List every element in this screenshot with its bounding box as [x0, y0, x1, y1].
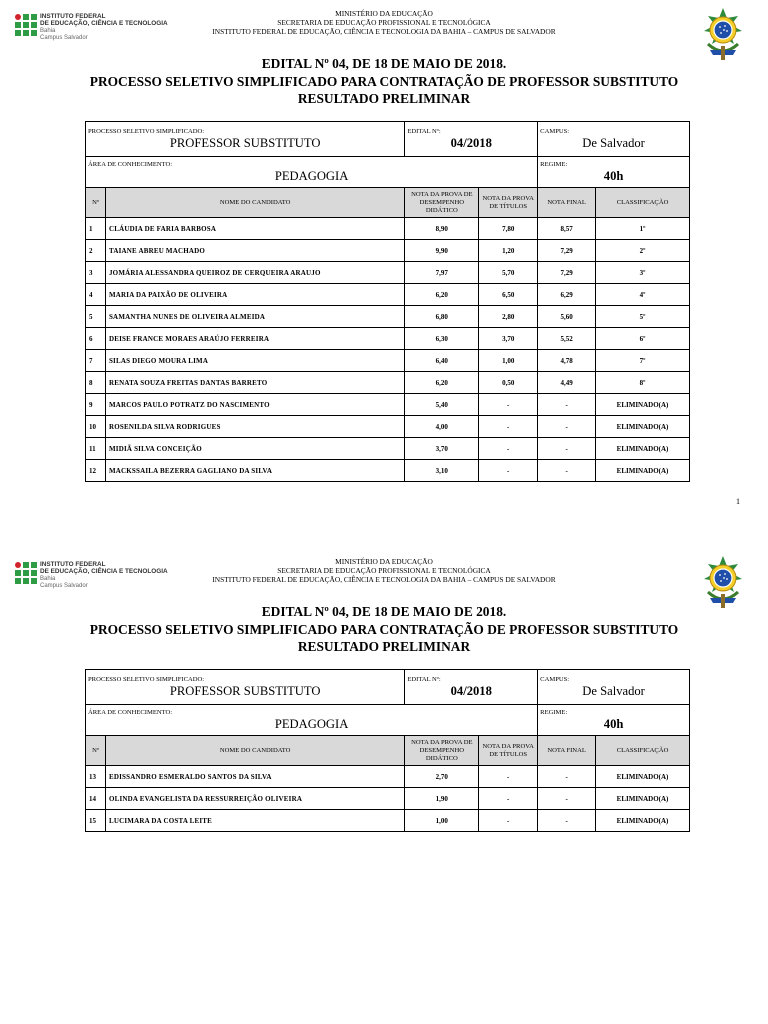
- col-header-didatic: NOTA DA PROVA DE DESEMPENHO DIDÁTICO: [405, 188, 479, 218]
- row-number: 12: [86, 460, 106, 482]
- titles-score: -: [479, 766, 538, 788]
- table-row: [86, 394, 690, 416]
- titles-score: 1,20: [479, 240, 538, 262]
- didatic-score: 6,40: [405, 350, 479, 372]
- row-number: 2: [86, 240, 106, 262]
- classification: 1º: [596, 218, 690, 240]
- didatic-score: 5,40: [405, 394, 479, 416]
- row-number: 13: [86, 766, 106, 788]
- campus-value: De Salvador: [582, 135, 645, 150]
- didatic-score: 1,90: [405, 788, 479, 810]
- candidate-name: OLINDA EVANGELISTA DA RESSURREIÇÃO OLIVEIRA: [105, 788, 404, 810]
- area-cell: [86, 705, 538, 736]
- titles-score: -: [479, 460, 538, 482]
- logo-name-line: DE EDUCAÇÃO, CIÊNCIA E TECNOLOGIA: [40, 20, 168, 28]
- process-cell: [86, 122, 405, 157]
- edital-cell: [405, 670, 538, 705]
- header-line-ministry: MINISTÉRIO DA EDUCAÇÃO: [335, 557, 433, 566]
- candidate-name: SAMANTHA NUNES DE OLIVEIRA ALMEIDA: [105, 306, 404, 328]
- campus-caption: CAMPUS:: [540, 675, 570, 683]
- classification: 2º: [596, 240, 690, 262]
- edital-title: EDITAL Nº 04, DE 18 DE MAIO DE 2018.: [261, 56, 507, 71]
- table-row: [86, 240, 690, 262]
- titles-score: 5,70: [479, 262, 538, 284]
- row-number: 9: [86, 394, 106, 416]
- col-header-class: CLASSIFICAÇÃO: [596, 736, 690, 766]
- header-line-institute: INSTITUTO FEDERAL DE EDUCAÇÃO, CIÊNCIA E TECNOLOGIA DA BAHIA – CAMPUS DE SALVADOR: [212, 575, 556, 584]
- row-number: 1: [86, 218, 106, 240]
- didatic-score: 4,00: [405, 416, 479, 438]
- header-line-ministry: MINISTÉRIO DA EDUCAÇÃO: [335, 9, 433, 18]
- didatic-score: 3,70: [405, 438, 479, 460]
- edital-value: 04/2018: [450, 135, 492, 150]
- classification: ELIMINADO(A): [596, 810, 690, 832]
- table-row: [86, 306, 690, 328]
- row-number: 4: [86, 284, 106, 306]
- col-header-num: Nº: [86, 736, 106, 766]
- result-title: RESULTADO PRELIMINAR: [297, 639, 471, 654]
- table-row: [86, 810, 690, 832]
- table-row: [86, 372, 690, 394]
- col-header-num: Nº: [86, 188, 106, 218]
- final-score: 4,78: [538, 350, 596, 372]
- campus-cell: [538, 122, 690, 157]
- process-value: PROFESSOR SUBSTITUTO: [169, 135, 321, 150]
- ministry-header: [0, 557, 768, 584]
- candidate-name: MARIA DA PAIXÃO DE OLIVEIRA: [105, 284, 404, 306]
- regime-caption: REGIME:: [540, 160, 568, 168]
- candidate-name: MARCOS PAULO POTRATZ DO NASCIMENTO: [105, 394, 404, 416]
- col-header-final: NOTA FINAL: [538, 188, 596, 218]
- regime-value: 40h: [603, 168, 624, 183]
- didatic-score: 3,10: [405, 460, 479, 482]
- regime-cell: [538, 157, 690, 188]
- titles-score: -: [479, 394, 538, 416]
- column-header-row: [86, 188, 690, 218]
- process-caption: PROCESSO SELETIVO SIMPLIFICADO:: [88, 675, 205, 683]
- final-score: -: [538, 416, 596, 438]
- header-line-secretary: SECRETARIA DE EDUCAÇÃO PROFISSIONAL E TECNOLÓGICA: [277, 18, 491, 27]
- logo-name-line: INSTITUTO FEDERAL: [40, 561, 106, 568]
- classification: 5º: [596, 306, 690, 328]
- ministry-header: [0, 9, 768, 36]
- area-cell: [86, 157, 538, 188]
- table-row: [86, 218, 690, 240]
- col-header-didatic: NOTA DA PROVA DE DESEMPENHO DIDÁTICO: [405, 736, 479, 766]
- didatic-score: 6,20: [405, 372, 479, 394]
- row-number: 3: [86, 262, 106, 284]
- final-score: 6,29: [538, 284, 596, 306]
- process-title: PROCESSO SELETIVO SIMPLIFICADO PARA CONTRATAÇÃO DE PROFESSOR SUBSTITUTO: [89, 73, 679, 89]
- final-score: -: [538, 460, 596, 482]
- edital-title: EDITAL Nº 04, DE 18 DE MAIO DE 2018.: [261, 604, 507, 619]
- info-row-process: [86, 670, 690, 705]
- titles-score: 0,50: [479, 372, 538, 394]
- classification: ELIMINADO(A): [596, 766, 690, 788]
- edital-value: 04/2018: [450, 683, 492, 698]
- info-row-area: [86, 705, 690, 736]
- column-header-row: [86, 736, 690, 766]
- header-line-secretary: SECRETARIA DE EDUCAÇÃO PROFISSIONAL E TECNOLÓGICA: [277, 566, 491, 575]
- regime-caption: REGIME:: [540, 708, 568, 716]
- table-row: [86, 262, 690, 284]
- table-row: [86, 416, 690, 438]
- col-header-final: NOTA FINAL: [538, 736, 596, 766]
- edital-caption: EDITAL Nº:: [407, 127, 441, 135]
- row-number: 7: [86, 350, 106, 372]
- classification: 7º: [596, 350, 690, 372]
- final-score: -: [538, 438, 596, 460]
- final-score: -: [538, 810, 596, 832]
- candidate-name: CLÁUDIA DE FARIA BARBOSA: [105, 218, 404, 240]
- logo-sub-line: Bahia: [40, 27, 56, 34]
- col-header-name: NOME DO CANDIDATO: [105, 188, 404, 218]
- didatic-score: 2,70: [405, 766, 479, 788]
- area-value: PEDAGOGIA: [274, 716, 349, 731]
- document-page-1: [0, 0, 768, 510]
- titles-score: -: [479, 788, 538, 810]
- row-number: 15: [86, 810, 106, 832]
- row-number: 5: [86, 306, 106, 328]
- row-number: 14: [86, 788, 106, 810]
- classification: 3º: [596, 262, 690, 284]
- table-row: [86, 438, 690, 460]
- final-score: 7,29: [538, 262, 596, 284]
- titles-score: 1,00: [479, 350, 538, 372]
- didatic-score: 6,20: [405, 284, 479, 306]
- didatic-score: 8,90: [405, 218, 479, 240]
- classification: 4º: [596, 284, 690, 306]
- didatic-score: 1,00: [405, 810, 479, 832]
- final-score: -: [538, 394, 596, 416]
- didatic-score: 6,80: [405, 306, 479, 328]
- area-caption: ÁREA DE CONHECIMENTO:: [88, 708, 173, 716]
- campus-caption: CAMPUS:: [540, 127, 570, 135]
- candidate-name: TAIANE ABREU MACHADO: [105, 240, 404, 262]
- document-page-2: [0, 548, 768, 848]
- header-line-institute: INSTITUTO FEDERAL DE EDUCAÇÃO, CIÊNCIA E TECNOLOGIA DA BAHIA – CAMPUS DE SALVADOR: [212, 27, 556, 36]
- didatic-score: 6,30: [405, 328, 479, 350]
- logo-sub-line: Bahia: [40, 575, 56, 582]
- final-score: 4,49: [538, 372, 596, 394]
- final-score: 5,60: [538, 306, 596, 328]
- campus-value: De Salvador: [582, 683, 645, 698]
- classification: ELIMINADO(A): [596, 460, 690, 482]
- result-title: RESULTADO PRELIMINAR: [297, 91, 471, 106]
- logo-name-line: INSTITUTO FEDERAL: [40, 13, 106, 20]
- titles-score: -: [479, 810, 538, 832]
- classification: 8º: [596, 372, 690, 394]
- edital-cell: [405, 122, 538, 157]
- row-number: 10: [86, 416, 106, 438]
- classification: ELIMINADO(A): [596, 416, 690, 438]
- candidate-name: MACKSSAILA BEZERRA GAGLIANO DA SILVA: [105, 460, 404, 482]
- info-row-process: [86, 122, 690, 157]
- campus-cell: [538, 670, 690, 705]
- final-score: 5,52: [538, 328, 596, 350]
- edital-caption: EDITAL Nº:: [407, 675, 441, 683]
- col-header-name: NOME DO CANDIDATO: [105, 736, 404, 766]
- table-row: [86, 284, 690, 306]
- candidate-name: MIDIÃ SILVA CONCEIÇÃO: [105, 438, 404, 460]
- regime-cell: [538, 705, 690, 736]
- logo-name-line: DE EDUCAÇÃO, CIÊNCIA E TECNOLOGIA: [40, 568, 168, 576]
- col-header-titles: NOTA DA PROVA DE TÍTULOS: [479, 188, 538, 218]
- document-titles: [0, 55, 768, 108]
- candidate-name: ROSENILDA SILVA RODRIGUES: [105, 416, 404, 438]
- results-table: [85, 121, 690, 482]
- table-row: [86, 766, 690, 788]
- classification: ELIMINADO(A): [596, 394, 690, 416]
- area-caption: ÁREA DE CONHECIMENTO:: [88, 160, 173, 168]
- table-row: [86, 328, 690, 350]
- titles-score: 6,50: [479, 284, 538, 306]
- titles-score: 3,70: [479, 328, 538, 350]
- logo-sub-line: Campus Salvador: [40, 35, 88, 42]
- row-number: 11: [86, 438, 106, 460]
- process-title: PROCESSO SELETIVO SIMPLIFICADO PARA CONTRATAÇÃO DE PROFESSOR SUBSTITUTO: [89, 621, 679, 637]
- process-caption: PROCESSO SELETIVO SIMPLIFICADO:: [88, 127, 205, 135]
- classification: 6º: [596, 328, 690, 350]
- candidate-name: RENATA SOUZA FREITAS DANTAS BARRETO: [105, 372, 404, 394]
- candidate-name: EDISSANDRO ESMERALDO SANTOS DA SILVA: [105, 766, 404, 788]
- info-row-area: [86, 157, 690, 188]
- candidate-name: SILAS DIEGO MOURA LIMA: [105, 350, 404, 372]
- titles-score: 7,80: [479, 218, 538, 240]
- didatic-score: 7,97: [405, 262, 479, 284]
- logo-sub-line: Campus Salvador: [40, 583, 88, 590]
- col-header-titles: NOTA DA PROVA DE TÍTULOS: [479, 736, 538, 766]
- table-row: [86, 788, 690, 810]
- col-header-class: CLASSIFICAÇÃO: [596, 188, 690, 218]
- final-score: 7,29: [538, 240, 596, 262]
- results-table: [85, 669, 690, 832]
- final-score: -: [538, 766, 596, 788]
- didatic-score: 9,90: [405, 240, 479, 262]
- table-row: [86, 350, 690, 372]
- row-number: 8: [86, 372, 106, 394]
- candidate-name: LUCIMARA DA COSTA LEITE: [105, 810, 404, 832]
- final-score: 8,57: [538, 218, 596, 240]
- process-cell: [86, 670, 405, 705]
- table-row: [86, 460, 690, 482]
- classification: ELIMINADO(A): [596, 788, 690, 810]
- classification: ELIMINADO(A): [596, 438, 690, 460]
- regime-value: 40h: [603, 716, 624, 731]
- titles-score: -: [479, 438, 538, 460]
- area-value: PEDAGOGIA: [274, 168, 349, 183]
- row-number: 6: [86, 328, 106, 350]
- titles-score: 2,80: [479, 306, 538, 328]
- candidate-name: DEISE FRANCE MORAES ARAÚJO FERREIRA: [105, 328, 404, 350]
- final-score: -: [538, 788, 596, 810]
- titles-score: -: [479, 416, 538, 438]
- page-number: 1: [736, 497, 740, 506]
- process-value: PROFESSOR SUBSTITUTO: [169, 683, 321, 698]
- document-titles: [0, 603, 768, 656]
- candidate-name: JOMÁRIA ALESSANDRA QUEIROZ DE CERQUEIRA ARAUJO: [105, 262, 404, 284]
